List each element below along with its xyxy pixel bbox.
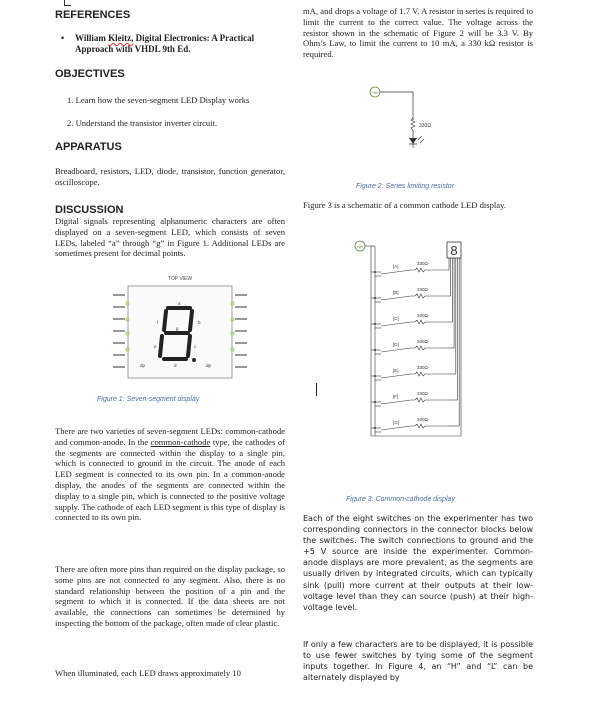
figure1-top-label: TOP VIEW [167,276,193,282]
discussion-text: Digital signals representing alphanumeric characters are often displayed on a seven-segment LED, which consists of seven LEDs, labeled “a” through “g” in Figure 1. Additional LEDs are sometimes present for decimal points. [55,216,285,259]
switch-icon [381,426,411,430]
references-heading: REFERENCES [55,9,131,21]
segment-rows [371,258,461,436]
figure3-intro: Figure 3 is a schematic of a common cathode LED display. [303,200,507,210]
segment-label: [A] [393,264,399,269]
resistor-label: 330Ω [417,261,428,266]
decimal-point [192,358,196,362]
reference-author: William [75,33,106,43]
reference-author-last: Kleitz, [108,33,134,43]
svg-text:d: d [174,363,177,368]
supply-symbol: +5V [371,90,379,95]
bullet-icon: • [61,33,65,43]
figure2-resistor-label: 330Ω [419,123,432,129]
resistor-label: 330Ω [417,287,428,292]
objective-item-1: 1. Learn how the seven-segment LED Display works [67,95,250,105]
wire [380,92,413,120]
resistor-icon [411,346,447,350]
few-chars-text: If only a few characters are to be displayed, it is possible to use fewer switches by tying some of the segment inputs together. In Figure 4, an “H” and “L” can be alternately displayed by [303,640,533,683]
segment-label: [E] [393,368,399,373]
segment-label: [G] [393,420,400,425]
resistor-label: 330Ω [417,391,428,396]
resistor-icon [411,294,447,298]
continuation-text: mA, and drops a voltage of 1.7 V. A resistor in series is required to limit the current to the correct value. The voltage across the resistor shown in the schematic of Figure 2 will be 3.3 V. By Ohm’s Law, to limit the current to 10 mA, a 330 kΩ resistor is required. [303,6,533,60]
common-cathode-link[interactable]: common-cathode [150,436,211,447]
segment-row [371,258,454,354]
svg-text:f: f [157,320,159,325]
svg-text:a: a [178,301,181,306]
apparatus-text: Breadboard, resistors, LED, diode, transistor, function generator, oscilloscope. [55,166,285,187]
resistor-icon [411,372,447,376]
text-cursor [316,383,317,396]
resistor-label: 330Ω [417,339,428,344]
segment-row [371,258,458,406]
display-glyph: 8 [450,243,458,258]
svg-text:dp: dp [140,363,146,368]
switch-icon [381,348,411,352]
supply-symbol-fig3: +5V [356,244,364,249]
illuminated-text: When illuminated, each LED draws approximately 10 [55,668,241,678]
figure1-caption: Figure 1: Seven-segment display [97,396,200,403]
reference-item [63,33,285,55]
pins-text: There are often more pins than required on the display package, so some pins are not connected to any segment. Also, there is no standard relationship between the position of a pin and the segment to which it is connected. If the data sheets are not available, the connections can sometimes be determined by inspecting the bottom of the package, often made of clear plastic. [55,564,285,628]
svg-text:e: e [154,344,157,349]
resistor-icon [411,320,447,324]
resistor-icon [411,424,447,428]
segment-row [371,258,452,328]
segment-label: [B] [393,290,399,295]
seven-segment-figure [110,272,270,382]
svg-text:b: b [198,320,201,325]
svg-text:dp: dp [206,363,212,368]
objectives-heading: OBJECTIVES [55,68,125,80]
segment-row [371,258,456,380]
page-corner-mark [64,0,71,6]
varieties-rest: type, the cathodes of the segments are connected within the display to a single pin, which is connected to ground in the circuit. The anode of each LED segment is connected to its own pin. In a common-anode display, the anodes of the segments are connected within the display to a single pin, which is connected to the positive voltage supply. The cathode of each LED segment is this type of display is connected to its own pin. [55,436,285,523]
segment-row [371,258,449,276]
segment-row [371,258,451,302]
figure2-caption: Figure 2: Series limiting resistor [356,183,455,190]
apparatus-heading: APPARATUS [55,141,122,153]
svg-text:g: g [176,326,179,331]
series-resistor-figure [363,82,473,160]
segment-label: [F] [393,394,399,399]
switch-icon [381,270,411,274]
discussion-heading: DISCUSSION [55,204,124,216]
resistor-icon [411,268,447,272]
switch-icon [381,400,411,404]
switch-icon [381,322,411,326]
reference-title: Digital Electronics: A Practical Approach with VHDL 9th Ed. [75,33,255,54]
svg-text:c: c [194,344,197,349]
resistor-label: 330Ω [417,365,428,370]
switch-icon [381,374,411,378]
segment-label: [D] [393,342,399,347]
switch-icon [381,296,411,300]
resistor-label: 330Ω [417,313,428,318]
resistor-icon [411,398,447,402]
led-icon [409,138,417,144]
common-cathode-figure [351,236,471,446]
objective-item-2: 2. Understand the transistor inverter circuit. [67,118,218,128]
varieties-lead: There are two varieties of seven-segment LEDs: common-cathode and common-anode. In the [55,426,285,447]
switches-text: Each of the eight switches on the experimenter has two corresponding connectors in the connector blocks below the switches. The switch connections to ground and the +5 V source are inside the experimenter. Common-anode displays are more prevalent, as the segments are usually driven by integrated circuits, which can typically sink (pull) more current at their outputs at their low-voltage level than they can source (push) at their high-voltage level. [303,514,533,612]
segment-row [371,258,459,432]
varieties-text [55,426,285,523]
segment-label: [C] [393,316,399,321]
figure3-caption: Figure 3: Common-cathode display [346,496,455,503]
resistor-label: 330Ω [417,417,428,422]
